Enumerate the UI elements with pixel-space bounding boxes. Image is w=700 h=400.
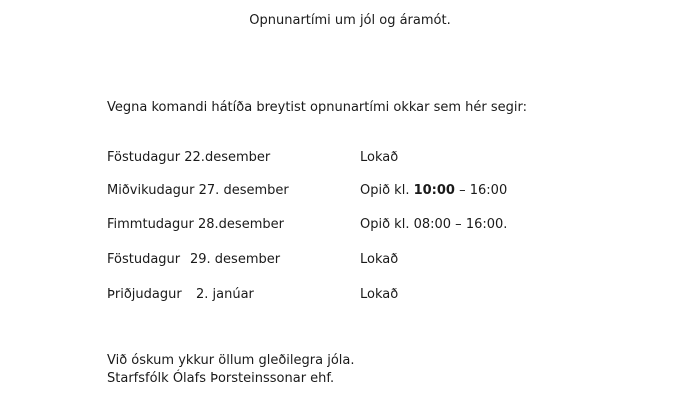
schedule-hours: Lokað (360, 150, 399, 165)
intro-text: Vegna komandi hátíða breytist opnunartími okkar sem hér segir: (107, 100, 528, 115)
schedule-day: Föstudagur (107, 252, 181, 267)
schedule-date: 2. janúar (196, 287, 254, 302)
schedule-row (0, 251, 700, 269)
schedule-date: 29. desember (190, 252, 281, 267)
schedule-row (0, 149, 700, 167)
schedule-hours: Opið kl. 10:00 – 16:00 (360, 183, 508, 198)
schedule-day: Þriðjudagur (107, 287, 182, 302)
document-title: Opnunartími um jól og áramót. (249, 13, 451, 28)
schedule-hours: Lokað (360, 252, 399, 267)
schedule-day: Fimmtudagur 28.desember (107, 217, 284, 232)
schedule-hours: Opið kl. 08:00 – 16:00. (360, 217, 508, 232)
schedule-row (0, 216, 700, 234)
closing-greeting: Við óskum ykkur öllum gleðilegra jóla. (107, 353, 355, 368)
schedule-day: Miðvikudagur 27. desember (107, 183, 289, 198)
schedule-day: Föstudagur 22.desember (107, 150, 271, 165)
schedule-hours: Lokað (360, 287, 399, 302)
closing-signature: Starfsfólk Ólafs Þorsteinssonar ehf. (107, 371, 335, 386)
closing-block (107, 352, 354, 388)
schedule-row (0, 286, 700, 304)
schedule-row (0, 182, 700, 200)
